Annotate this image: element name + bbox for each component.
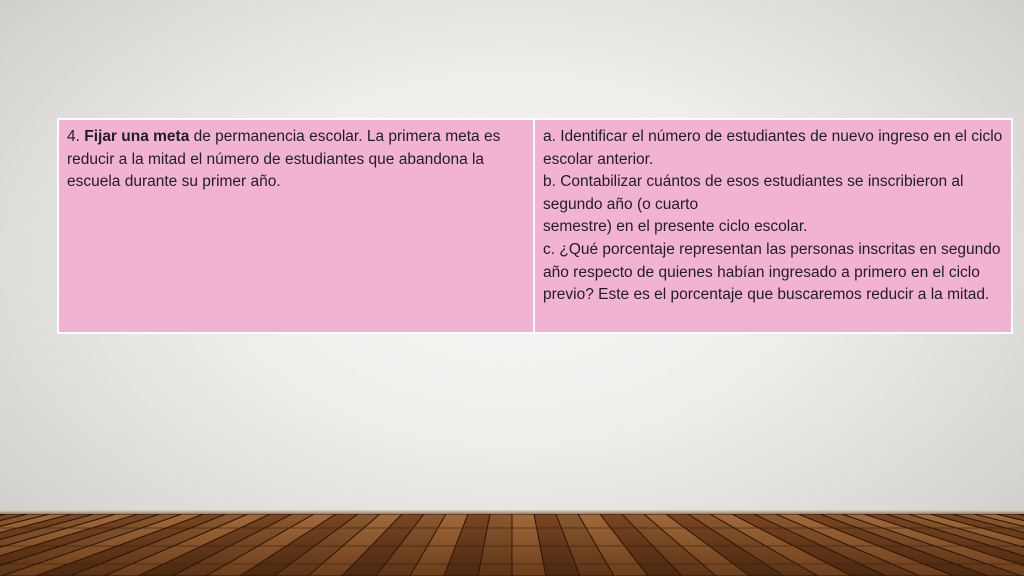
wooden-floor [0, 514, 1024, 576]
goal-text [67, 126, 525, 194]
content-table [57, 118, 1013, 334]
goal-prefix: 4. [67, 128, 85, 145]
step-c-text: c. ¿Qué porcentaje representan las personas inscritas en segundo año respecto de quienes habían ingresado a primero en el ciclo previo? Este es el porcentaje que buscaremos reducir a la mitad. [543, 240, 1001, 304]
goal-rest-text: de permanencia escolar. La primera meta es reducir a la mitad el número de estudiantes que abandona la escuela durante su primer año. [67, 128, 501, 191]
table-cell-goal [58, 119, 534, 333]
step-a-text: a. Identificar el número de estudiantes de nuevo ingreso en el ciclo escolar anterior. [543, 128, 1003, 168]
step-b-continued-text: semestre) en el presente ciclo escolar. [543, 218, 808, 236]
step-b-text: b. Contabilizar cuántos de esos estudiantes se inscribieron al segundo año (o cuarto [543, 173, 964, 213]
table-cell-steps [534, 119, 1012, 333]
goal-bold-text: Fijar una meta [84, 128, 190, 145]
floor-planks-graphic [0, 514, 1024, 576]
table-row [58, 119, 1012, 333]
